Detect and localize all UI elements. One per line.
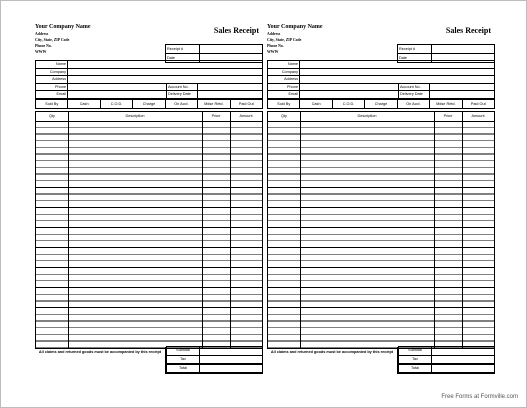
customer-address-field[interactable] bbox=[268, 76, 494, 84]
charge-cell[interactable]: Charge bbox=[133, 100, 165, 108]
company-address: Address bbox=[267, 32, 281, 36]
description-header: Description bbox=[357, 114, 377, 118]
column-divider bbox=[68, 112, 69, 348]
column-divider bbox=[300, 112, 301, 348]
cash-cell[interactable]: Cash bbox=[300, 100, 332, 108]
company-name: Your Company Name bbox=[267, 24, 323, 30]
customer-address-field[interactable] bbox=[36, 76, 262, 84]
receipt-date-label: Date bbox=[398, 54, 432, 62]
column-divider bbox=[462, 112, 463, 348]
claims-notice: All claims and returned goods must be accompanied by this receipt bbox=[270, 350, 394, 354]
sold-by-cell[interactable]: Sold By bbox=[268, 100, 300, 108]
customer-company-field[interactable] bbox=[36, 69, 262, 77]
column-divider bbox=[202, 112, 203, 348]
paid-out-cell[interactable]: Paid Out bbox=[470, 102, 486, 106]
footer-credit: Free Forms at Formville.com bbox=[441, 394, 518, 400]
company-name: Your Company Name bbox=[35, 24, 91, 30]
company-phone: Phone No. bbox=[267, 44, 284, 48]
totals-box bbox=[397, 347, 495, 374]
receipt-number-row[interactable] bbox=[398, 45, 494, 54]
column-divider bbox=[230, 112, 231, 348]
customer-phone-label: Phone bbox=[36, 84, 68, 91]
customer-email-label: Email bbox=[36, 91, 68, 98]
claims-notice: All claims and returned goods must be accompanied by this receipt bbox=[38, 350, 162, 354]
merchandise-returned-cell[interactable]: Mdse Retd. bbox=[430, 100, 462, 108]
amount-header: Amount bbox=[471, 114, 485, 118]
company-block bbox=[35, 23, 165, 55]
description-header: Description bbox=[125, 114, 145, 118]
on-account-cell[interactable]: On Acct. bbox=[398, 100, 430, 108]
receipt-left bbox=[35, 23, 261, 371]
customer-box bbox=[35, 60, 263, 99]
company-block bbox=[267, 23, 397, 55]
payment-row bbox=[267, 99, 495, 109]
total-label: Total bbox=[166, 365, 200, 373]
total-row[interactable] bbox=[166, 364, 262, 374]
column-divider bbox=[434, 112, 435, 348]
subtotal-label: Subtotal bbox=[166, 347, 200, 355]
customer-email-label: Email bbox=[268, 91, 300, 98]
cod-cell[interactable]: C.O.D. bbox=[101, 100, 133, 108]
company-city: City, State, ZIP Code bbox=[267, 38, 302, 42]
merchandise-returned-cell[interactable]: Mdse Retd. bbox=[198, 100, 230, 108]
customer-phone-field[interactable] bbox=[36, 84, 262, 92]
company-web: WWW bbox=[35, 50, 47, 54]
cash-cell[interactable]: Cash bbox=[68, 100, 100, 108]
delivery-date-label: Delivery Date bbox=[398, 91, 430, 98]
receipt-number-row[interactable] bbox=[166, 45, 262, 54]
customer-name-field[interactable] bbox=[268, 61, 494, 69]
items-table bbox=[267, 111, 495, 349]
company-address: Address bbox=[35, 32, 49, 36]
items-table bbox=[35, 111, 263, 349]
customer-name-label: Name bbox=[268, 61, 300, 68]
cod-cell[interactable]: C.O.D. bbox=[333, 100, 365, 108]
sold-by-cell[interactable]: Sold By bbox=[36, 100, 68, 108]
account-no-label: Account No. bbox=[166, 84, 198, 91]
charge-cell[interactable]: Charge bbox=[365, 100, 397, 108]
receipt-title: Sales Receipt bbox=[445, 26, 491, 35]
company-phone: Phone No. bbox=[35, 44, 52, 48]
payment-row bbox=[35, 99, 263, 109]
customer-name-field[interactable] bbox=[36, 61, 262, 69]
company-web: WWW bbox=[267, 50, 279, 54]
item-rows[interactable] bbox=[36, 121, 262, 348]
customer-box bbox=[267, 60, 495, 99]
customer-address-label: Address bbox=[36, 76, 68, 83]
receipt-right bbox=[267, 23, 493, 371]
customer-address-label: Address bbox=[268, 76, 300, 83]
company-city: City, State, ZIP Code bbox=[35, 38, 70, 42]
item-rows[interactable] bbox=[268, 121, 494, 348]
paid-out-cell[interactable]: Paid Out bbox=[238, 102, 254, 106]
amount-header: Amount bbox=[239, 114, 253, 118]
qty-header: Qty bbox=[281, 114, 287, 118]
subtotal-label: Subtotal bbox=[398, 347, 432, 355]
customer-name-label: Name bbox=[36, 61, 68, 68]
tax-label: Tax bbox=[398, 356, 432, 364]
customer-company-label: Company bbox=[36, 69, 68, 76]
account-no-label: Account No. bbox=[398, 84, 430, 91]
totals-box bbox=[165, 347, 263, 374]
receipt-number-label: Receipt # bbox=[398, 45, 432, 53]
receipt-title: Sales Receipt bbox=[213, 26, 259, 35]
qty-header: Qty bbox=[49, 114, 55, 118]
total-row[interactable] bbox=[398, 364, 494, 374]
delivery-date-label: Delivery Date bbox=[166, 91, 198, 98]
receipt-number-label: Receipt # bbox=[166, 45, 200, 53]
tax-label: Tax bbox=[166, 356, 200, 364]
on-account-cell[interactable]: On Acct. bbox=[166, 100, 198, 108]
price-header: Price bbox=[211, 114, 221, 118]
customer-email-field[interactable] bbox=[268, 91, 494, 98]
customer-phone-label: Phone bbox=[268, 84, 300, 91]
total-label: Total bbox=[398, 365, 432, 373]
price-header: Price bbox=[443, 114, 453, 118]
customer-company-label: Company bbox=[268, 69, 300, 76]
customer-company-field[interactable] bbox=[268, 69, 494, 77]
receipt-date-label: Date bbox=[166, 54, 200, 62]
customer-phone-field[interactable] bbox=[268, 84, 494, 92]
customer-email-field[interactable] bbox=[36, 91, 262, 98]
